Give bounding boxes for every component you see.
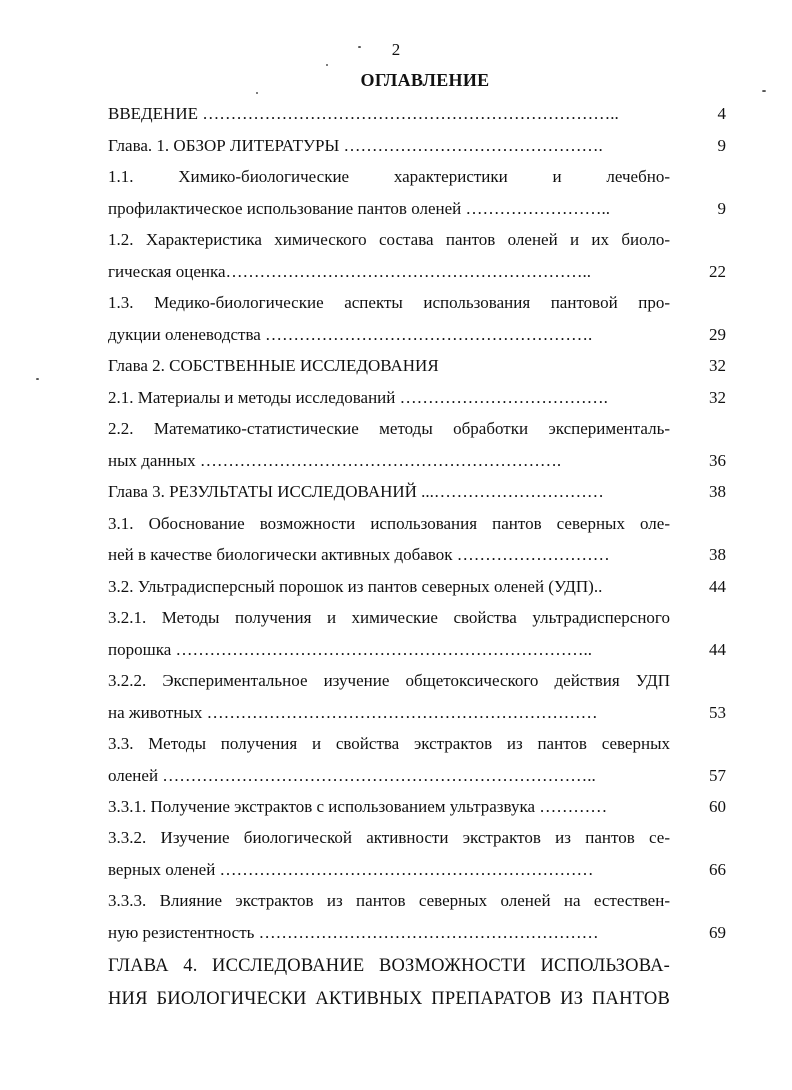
toc-page-number: 22: [709, 262, 726, 281]
toc-page-number: 32: [709, 388, 726, 407]
toc-line: дукции оленеводства ………………………………………………….: [108, 325, 593, 344]
toc-line: верных оленей …………………………………………………………: [108, 860, 594, 879]
toc-page-number: 9: [717, 199, 726, 218]
toc-page-number: 57: [709, 766, 726, 785]
toc-line: 3.3.3. Влияние экстрактов из пантов северных оленей на естествен-: [108, 891, 670, 910]
toc-line: 1.3. Медико-биологические аспекты использования пантовой про-: [108, 293, 670, 312]
toc-line: 3.3. Методы получения и свойства экстрактов из пантов северных: [108, 734, 670, 753]
toc-page-number: 4: [717, 104, 726, 123]
toc-line: 3.1. Обоснование возможности использования пантов северных оле-: [108, 514, 670, 533]
toc-line: 3.3.1. Получение экстрактов с использованием ультразвука …………: [108, 797, 608, 816]
toc-line: 1.1. Химико-биологические характеристики и лечебно-: [108, 167, 670, 186]
toc-line: 3.2. Ультрадисперсный порошок из пантов северных оленей (УДП)..: [108, 577, 603, 596]
toc-page-number: 60: [709, 797, 726, 816]
toc-page-number: 32: [709, 356, 726, 375]
toc-page-number: 38: [709, 545, 726, 564]
toc-page-number: 44: [709, 640, 726, 659]
scan-speck: [256, 92, 258, 94]
toc-line: 3.2.1. Методы получения и химические свойства ультрадисперсного: [108, 608, 670, 627]
toc-line: Глава 3. РЕЗУЛЬТАТЫ ИССЛЕДОВАНИЙ ...…………………………: [108, 482, 604, 501]
toc-line: гическая оценка………………………………………………………..: [108, 262, 592, 281]
toc-line: 2.2. Математико-статистические методы обработки эксперименталь-: [108, 419, 670, 438]
toc-line: ВВЕДЕНИЕ ………………………………………………………………..: [108, 104, 619, 123]
toc-line: профилактическое использование пантов оленей ……………………..: [108, 199, 610, 218]
toc-line: Глава 2. СОБСТВЕННЫЕ ИССЛЕДОВАНИЯ: [108, 356, 439, 375]
toc-line: ных данных ……………………………………………………….: [108, 451, 562, 470]
scan-speck: [358, 46, 361, 48]
toc-page-number: 38: [709, 482, 726, 501]
toc-line: Глава. 1. ОБЗОР ЛИТЕРАТУРЫ ……………………………………….: [108, 136, 603, 155]
toc-line: НИЯ БИОЛОГИЧЕСКИ АКТИВНЫХ ПРЕПАРАТОВ ИЗ ПАНТОВ: [108, 989, 670, 1009]
toc-page-number: 29: [709, 325, 726, 344]
toc-page-number: 44: [709, 577, 726, 596]
toc-line: 2.1. Материалы и методы исследований ……………………………….: [108, 388, 608, 407]
scan-speck: [36, 378, 39, 380]
toc-line: ную резистентность ……………………………………………………: [108, 923, 599, 942]
toc-page-number: 69: [709, 923, 726, 942]
toc-line: порошка ………………………………………………………………..: [108, 640, 592, 659]
toc-line: 3.2.2. Экспериментальное изучение общетоксического действия УДП: [108, 671, 670, 690]
toc-line: на животных ……………………………………………………………: [108, 703, 598, 722]
page-number: 2: [391, 40, 401, 59]
toc-line: 3.3.2. Изучение биологической активности экстрактов из пантов се-: [108, 828, 670, 847]
toc-line: ней в качестве биологически активных добавок ………………………: [108, 545, 610, 564]
toc-page-number: 36: [709, 451, 726, 470]
toc-page-number: 66: [709, 860, 726, 879]
toc-title: ОГЛАВЛЕНИЕ: [360, 70, 490, 90]
toc-line: ГЛАВА 4. ИССЛЕДОВАНИЕ ВОЗМОЖНОСТИ ИСПОЛЬЗОВА-: [108, 956, 670, 976]
toc-page-number: 9: [717, 136, 726, 155]
scan-speck: [326, 64, 328, 66]
toc-line: 1.2. Характеристика химического состава пантов оленей и их биоло-: [108, 230, 670, 249]
toc-page-number: 53: [709, 703, 726, 722]
scan-speck: [762, 90, 766, 92]
toc-line: оленей …………………………………………………………………..: [108, 766, 596, 785]
